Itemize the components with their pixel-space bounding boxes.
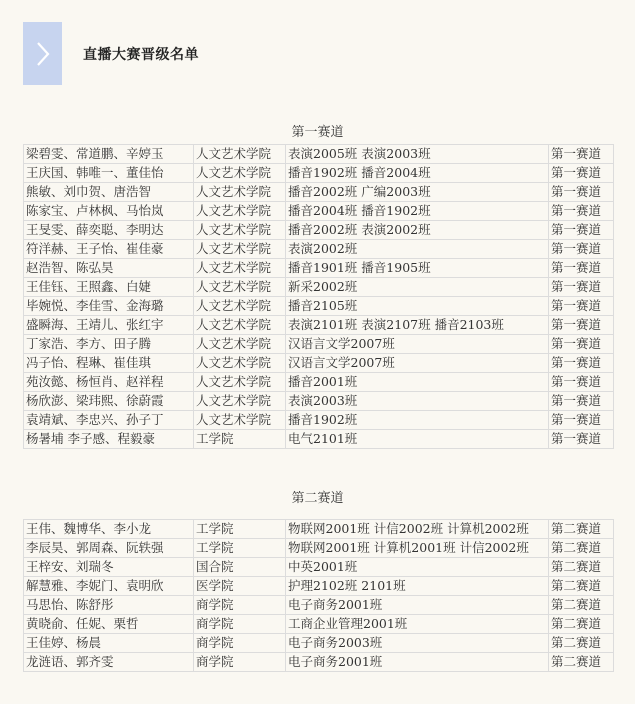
class-cell: 护理2102班 2101班 [286, 577, 549, 596]
table-row [24, 615, 614, 634]
table-row [24, 145, 614, 164]
class-cell: 播音1901班 播音1905班 [286, 259, 549, 278]
member-names-cell: 王旻雯、薛奕聪、李明达 [24, 221, 194, 240]
member-names-cell: 黄晓俞、任妮、栗哲 [24, 615, 194, 634]
college-cell: 人文艺术学院 [194, 164, 286, 183]
table-row [24, 221, 614, 240]
track-cell: 第一赛道 [549, 221, 614, 240]
page-header [23, 22, 199, 85]
table-row [24, 202, 614, 221]
college-cell: 商学院 [194, 615, 286, 634]
roster-table-track-2 [23, 519, 614, 672]
college-cell: 商学院 [194, 653, 286, 672]
member-names-cell: 冯子怡、程琳、崔佳琪 [24, 354, 194, 373]
member-names-cell: 丁家浩、李方、田子腾 [24, 335, 194, 354]
class-cell: 播音1902班 [286, 411, 549, 430]
table-row [24, 354, 614, 373]
class-cell: 新采2002班 [286, 278, 549, 297]
table-row [24, 430, 614, 449]
table-row [24, 335, 614, 354]
college-cell: 人文艺术学院 [194, 392, 286, 411]
track-cell: 第二赛道 [549, 558, 614, 577]
college-cell: 人文艺术学院 [194, 183, 286, 202]
track-cell: 第一赛道 [549, 392, 614, 411]
member-names-cell: 陈家宝、卢林枫、马怡岚 [24, 202, 194, 221]
member-names-cell: 毕婉悦、李佳雪、金海璐 [24, 297, 194, 316]
college-cell: 国合院 [194, 558, 286, 577]
track-cell: 第一赛道 [549, 430, 614, 449]
member-names-cell: 王佳钰、王照鑫、白婕 [24, 278, 194, 297]
college-cell: 人文艺术学院 [194, 278, 286, 297]
college-cell: 人文艺术学院 [194, 354, 286, 373]
class-cell: 表演2002班 [286, 240, 549, 259]
member-names-cell: 熊敏、刘巾贺、唐浩智 [24, 183, 194, 202]
section-title-track-1: 第一赛道 [291, 125, 344, 140]
table-row [24, 411, 614, 430]
college-cell: 商学院 [194, 634, 286, 653]
table-row [24, 278, 614, 297]
track-cell: 第一赛道 [549, 202, 614, 221]
class-cell: 播音2004班 播音1902班 [286, 202, 549, 221]
track-cell: 第二赛道 [549, 615, 614, 634]
class-cell: 表演2003班 [286, 392, 549, 411]
member-names-cell: 解慧雅、李妮门、袁明欣 [24, 577, 194, 596]
member-names-cell: 王伟、魏博华、李小龙 [24, 520, 194, 539]
college-cell: 人文艺术学院 [194, 240, 286, 259]
track-cell: 第一赛道 [549, 316, 614, 335]
track-cell: 第一赛道 [549, 411, 614, 430]
class-cell: 表演2101班 表演2107班 播音2103班 [286, 316, 549, 335]
class-cell: 电子商务2001班 [286, 653, 549, 672]
college-cell: 人文艺术学院 [194, 373, 286, 392]
table-row [24, 520, 614, 539]
member-names-cell: 赵浩智、陈弘昊 [24, 259, 194, 278]
track-cell: 第一赛道 [549, 259, 614, 278]
college-cell: 医学院 [194, 577, 286, 596]
class-cell: 播音2002班 广编2003班 [286, 183, 549, 202]
track-cell: 第一赛道 [549, 278, 614, 297]
table-row [24, 164, 614, 183]
table-row [24, 240, 614, 259]
member-names-cell: 杨欣澎、梁玮熙、徐蔚霞 [24, 392, 194, 411]
member-names-cell: 袁靖斌、李忠兴、孙子丁 [24, 411, 194, 430]
table-row [24, 259, 614, 278]
table-row [24, 392, 614, 411]
roster-table-track-1 [23, 144, 614, 449]
track-cell: 第二赛道 [549, 596, 614, 615]
track-cell: 第二赛道 [549, 653, 614, 672]
table-row [24, 577, 614, 596]
member-names-cell: 梁碧雯、常道鹏、辛婷玉 [24, 145, 194, 164]
chevron-right-icon [23, 22, 62, 85]
college-cell: 人文艺术学院 [194, 221, 286, 240]
table-row [24, 316, 614, 335]
class-cell: 表演2005班 表演2003班 [286, 145, 549, 164]
track-cell: 第一赛道 [549, 373, 614, 392]
class-cell: 电气2101班 [286, 430, 549, 449]
table-row [24, 558, 614, 577]
college-cell: 工学院 [194, 539, 286, 558]
class-cell: 物联网2001班 计信2002班 计算机2002班 [286, 520, 549, 539]
member-names-cell: 杨暑埔 李子感、程毅豪 [24, 430, 194, 449]
table-row [24, 539, 614, 558]
member-names-cell: 符洋赫、王子怡、崔佳豪 [24, 240, 194, 259]
track-cell: 第二赛道 [549, 520, 614, 539]
college-cell: 工学院 [194, 430, 286, 449]
table-row [24, 373, 614, 392]
member-names-cell: 王庆国、韩唯一、董佳怡 [24, 164, 194, 183]
table-row [24, 183, 614, 202]
section-title-track-2: 第二赛道 [291, 491, 344, 506]
track-cell: 第二赛道 [549, 577, 614, 596]
member-names-cell: 马思怡、陈舒彤 [24, 596, 194, 615]
track-cell: 第一赛道 [549, 297, 614, 316]
table-row [24, 596, 614, 615]
class-cell: 工商企业管理2001班 [286, 615, 549, 634]
class-cell: 电子商务2003班 [286, 634, 549, 653]
college-cell: 人文艺术学院 [194, 411, 286, 430]
class-cell: 播音1902班 播音2004班 [286, 164, 549, 183]
track-cell: 第二赛道 [549, 539, 614, 558]
college-cell: 人文艺术学院 [194, 297, 286, 316]
class-cell: 中英2001班 [286, 558, 549, 577]
class-cell: 汉语言文学2007班 [286, 354, 549, 373]
college-cell: 工学院 [194, 520, 286, 539]
track-cell: 第二赛道 [549, 634, 614, 653]
college-cell: 人文艺术学院 [194, 145, 286, 164]
class-cell: 播音2105班 [286, 297, 549, 316]
college-cell: 人文艺术学院 [194, 202, 286, 221]
college-cell: 商学院 [194, 596, 286, 615]
member-names-cell: 王佳婷、杨晨 [24, 634, 194, 653]
table-row [24, 653, 614, 672]
table-row [24, 297, 614, 316]
member-names-cell: 盛瞬海、王靖儿、张红宇 [24, 316, 194, 335]
class-cell: 播音2002班 表演2002班 [286, 221, 549, 240]
member-names-cell: 苑汝懿、杨恒肖、赵祥程 [24, 373, 194, 392]
member-names-cell: 李辰昊、郭周森、阮轶强 [24, 539, 194, 558]
track-cell: 第一赛道 [549, 335, 614, 354]
member-names-cell: 王梓安、刘瑞冬 [24, 558, 194, 577]
track-cell: 第一赛道 [549, 354, 614, 373]
track-cell: 第一赛道 [549, 240, 614, 259]
page-title: 直播大赛晋级名单 [83, 46, 199, 63]
member-names-cell: 龙涟语、郭齐雯 [24, 653, 194, 672]
class-cell: 电子商务2001班 [286, 596, 549, 615]
college-cell: 人文艺术学院 [194, 316, 286, 335]
track-cell: 第一赛道 [549, 145, 614, 164]
class-cell: 汉语言文学2007班 [286, 335, 549, 354]
track-cell: 第一赛道 [549, 183, 614, 202]
class-cell: 播音2001班 [286, 373, 549, 392]
college-cell: 人文艺术学院 [194, 259, 286, 278]
track-cell: 第一赛道 [549, 164, 614, 183]
college-cell: 人文艺术学院 [194, 335, 286, 354]
table-row [24, 634, 614, 653]
class-cell: 物联网2001班 计算机2001班 计信2002班 [286, 539, 549, 558]
